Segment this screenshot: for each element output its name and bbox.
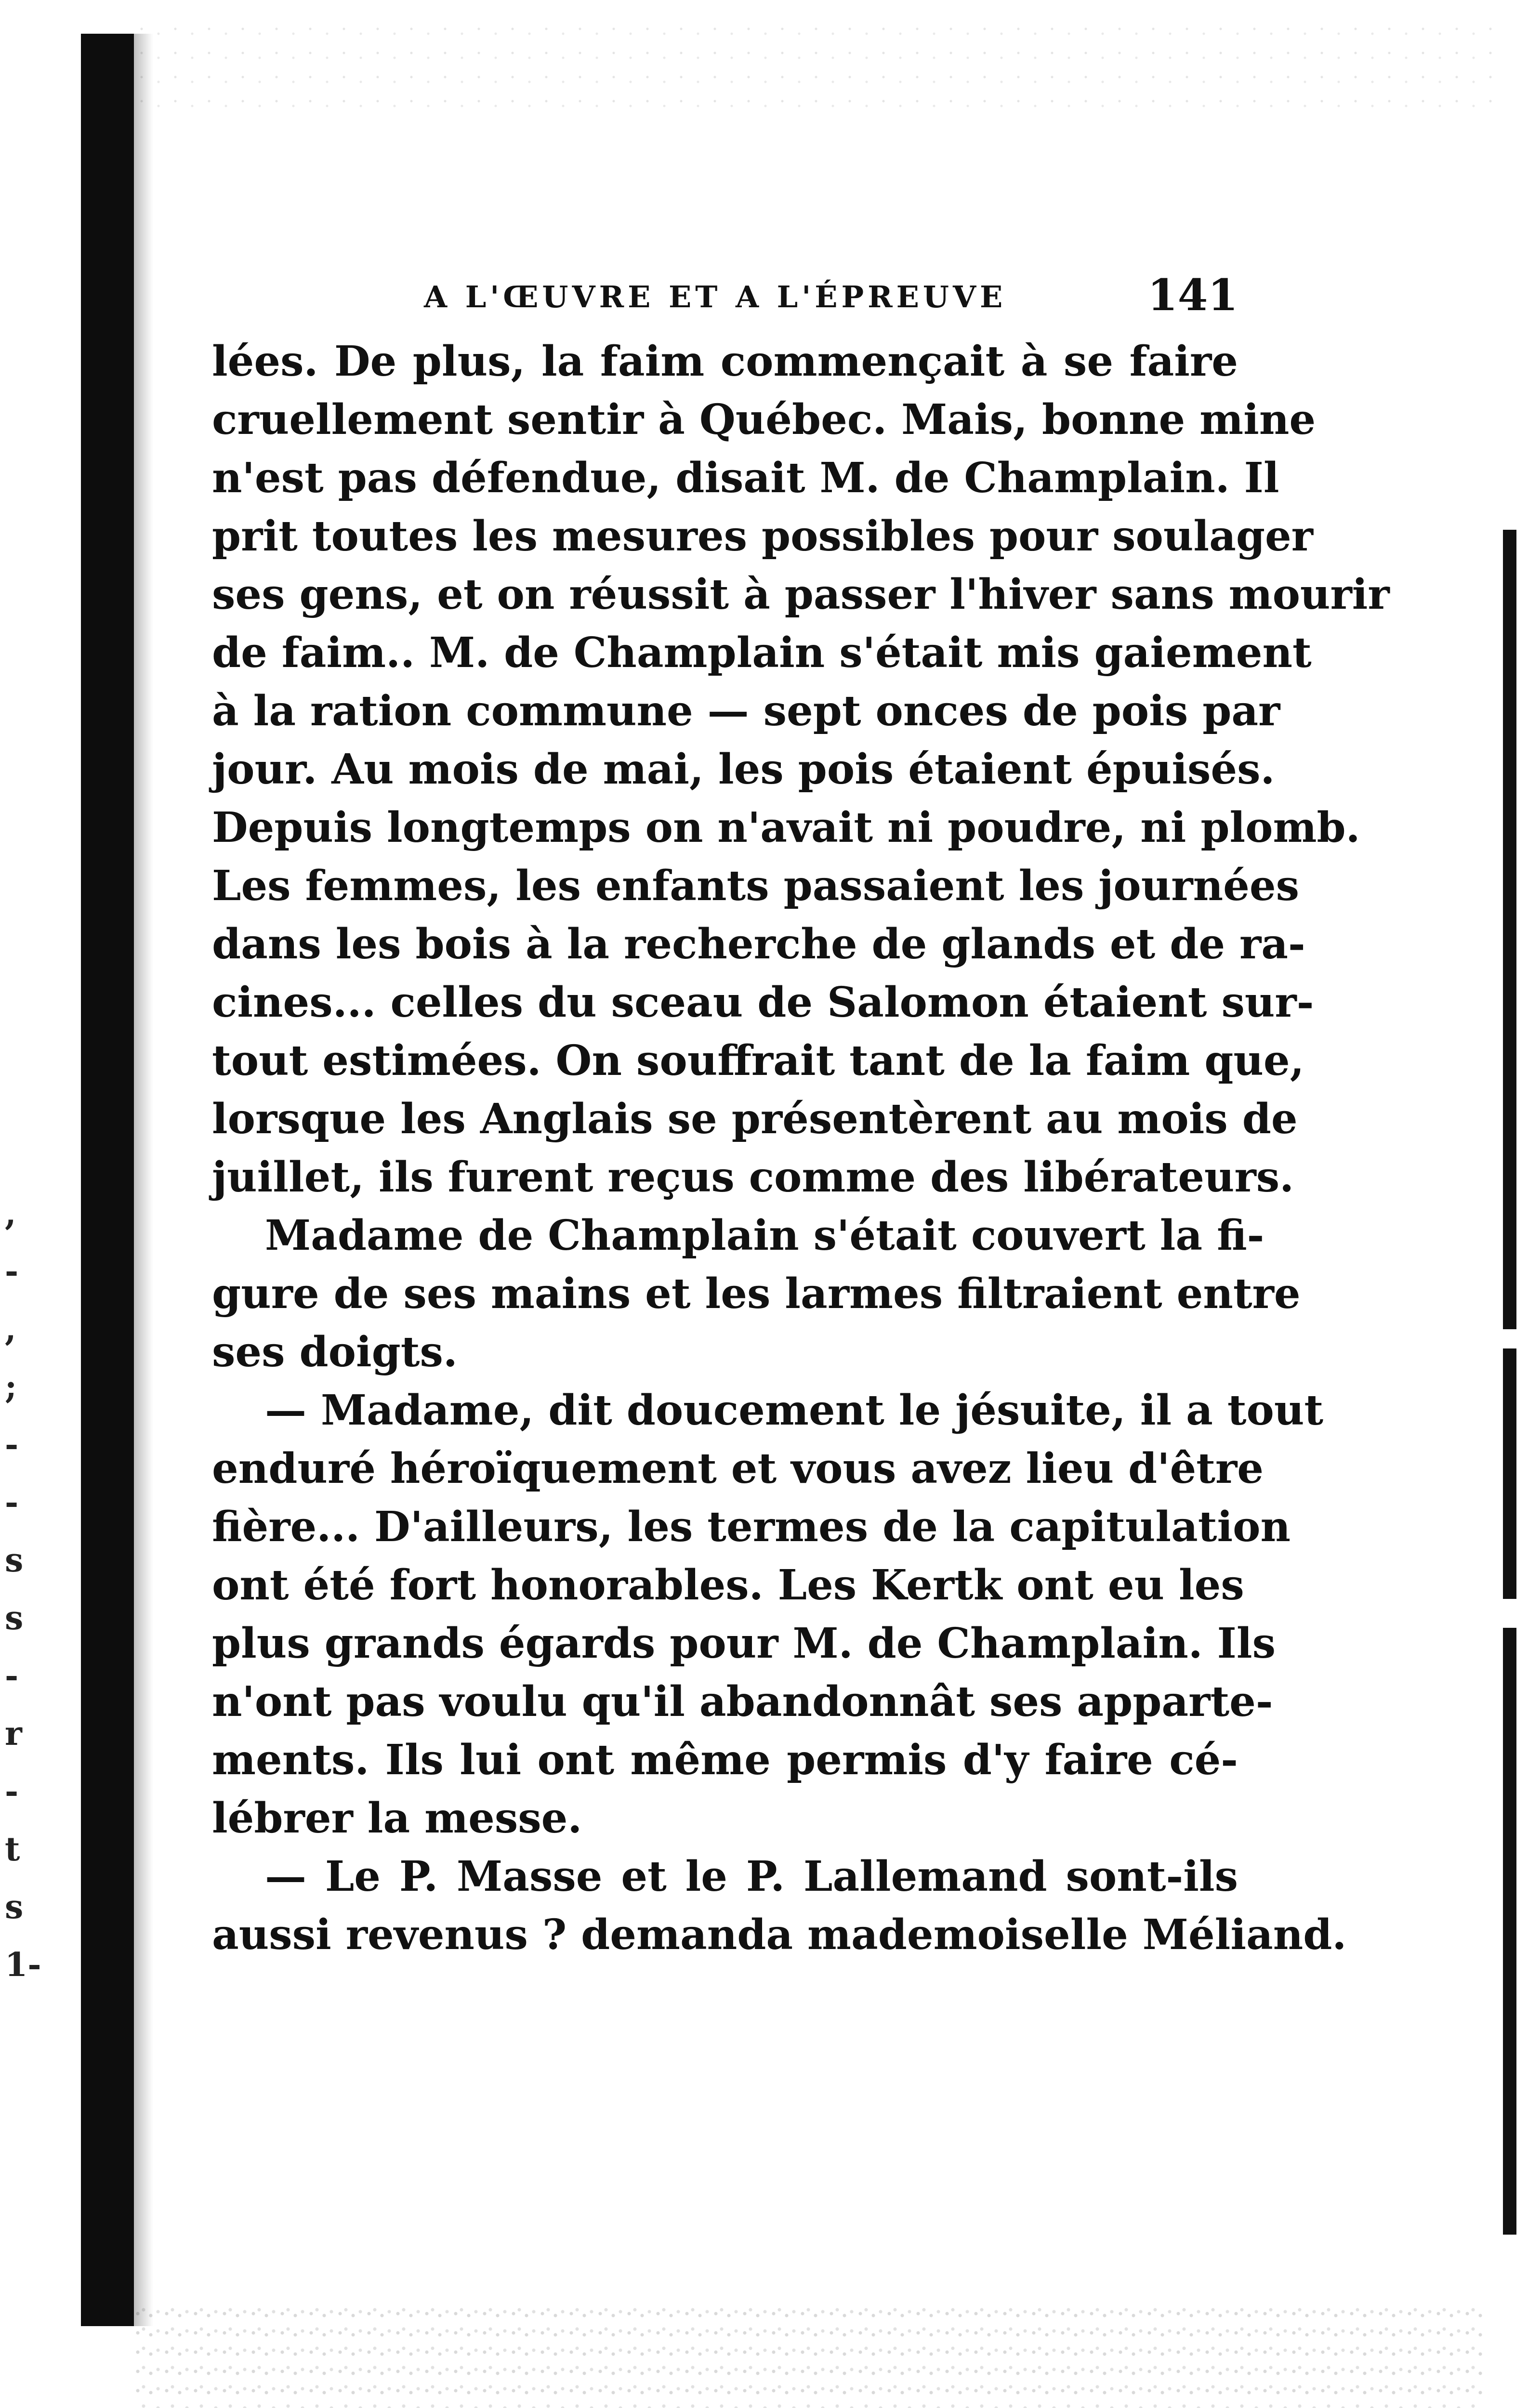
text-line: ses doigts. [212,1328,458,1376]
margin-fragment: t [5,1830,20,1869]
text-line: lées. De plus, la faim commençait à se faire [212,337,1238,386]
text-line: aussi revenus ? demanda mademoiselle Méliand. [212,1911,1347,1959]
scan-noise-bottom [135,2302,1484,2408]
text-line: dans les bois à la recherche de glands et de ra- [212,920,1305,968]
margin-fragment: , [5,1194,16,1233]
margin-fragment: , [5,1310,16,1348]
text-line: — Madame, dit doucement le jésuite, il a tout [265,1386,1324,1435]
text-line: n'ont pas voulu qu'il abandonnât ses apparte- [212,1677,1273,1726]
text-line: cruellement sentir à Québec. Mais, bonne mine [212,395,1316,444]
running-title: A L'ŒUVRE ET A L'ÉPREUVE [424,279,1007,314]
margin-fragment: s [5,1541,24,1580]
text-line: jour. Au mois de mai, les pois étaient épuisés. [212,745,1275,794]
running-head [212,270,1238,323]
text-line: prit toutes les mesures possibles pour soulager [212,512,1313,561]
text-line: ont été fort honorables. Les Kertk ont eu les [212,1561,1244,1610]
text-line: Madame de Champlain s'était couvert la fi- [265,1211,1265,1260]
book-page [212,270,1390,1964]
text-line: fière... D'ailleurs, les termes de la capitulation [212,1503,1291,1551]
margin-fragment: s [5,1888,24,1926]
text-line: enduré héroïquement et vous avez lieu d'être [212,1444,1264,1493]
margin-fragment: s [5,1599,24,1637]
text-line: Les femmes, les enfants passaient les journées [212,862,1299,910]
page-number: 141 [1147,270,1238,321]
text-line: Depuis longtemps on n'avait ni poudre, ni plomb. [212,803,1360,852]
margin-fragment: ; [5,1368,17,1406]
text-line: de faim.. M. de Champlain s'était mis gaiement [212,628,1312,677]
margin-fragment: - [5,1483,19,1522]
margin-fragment: - [5,1657,19,1695]
edge-bar [1503,1348,1516,1599]
next-page-edge [1470,0,1528,2408]
text-line: plus grands égards pour M. de Champlain. Ils [212,1619,1276,1668]
text-line: tout estimées. On souffrait tant de la faim que, [212,1036,1304,1085]
edge-bar [1503,1628,1516,2235]
text-line: ses gens, et on réussit à passer l'hiver sans mourir [212,570,1390,619]
text-line: ments. Ils lui ont même permis d'y faire cé- [212,1736,1238,1784]
text-line: lorsque les Anglais se présentèrent au mois de [212,1095,1298,1143]
text-line: juillet, ils furent reçus comme des libérateurs. [212,1153,1294,1202]
edge-bar [1503,530,1516,1194]
edge-bar [1503,1194,1516,1329]
margin-fragment: - [5,1252,19,1291]
body-text [212,332,1390,1964]
text-line: n'est pas défendue, disait M. de Champlain. Il [212,454,1279,502]
scan-noise-top [135,19,1493,116]
margin-fragment: - [5,1772,19,1811]
text-line: lébrer la messe. [212,1794,582,1843]
margin-fragment: 1- [5,1946,41,1984]
text-line: — Le P. Masse et le P. Lallemand sont-ils [265,1852,1238,1901]
binding-gutter-shadow [81,34,134,2326]
margin-fragment: - [5,1426,19,1464]
text-line: gure de ses mains et les larmes filtraient entre [212,1269,1301,1318]
text-line: cines... celles du sceau de Salomon étaient sur- [212,978,1314,1027]
text-line: à la ration commune — sept onces de pois par [212,687,1280,735]
margin-fragment: r [5,1714,22,1753]
